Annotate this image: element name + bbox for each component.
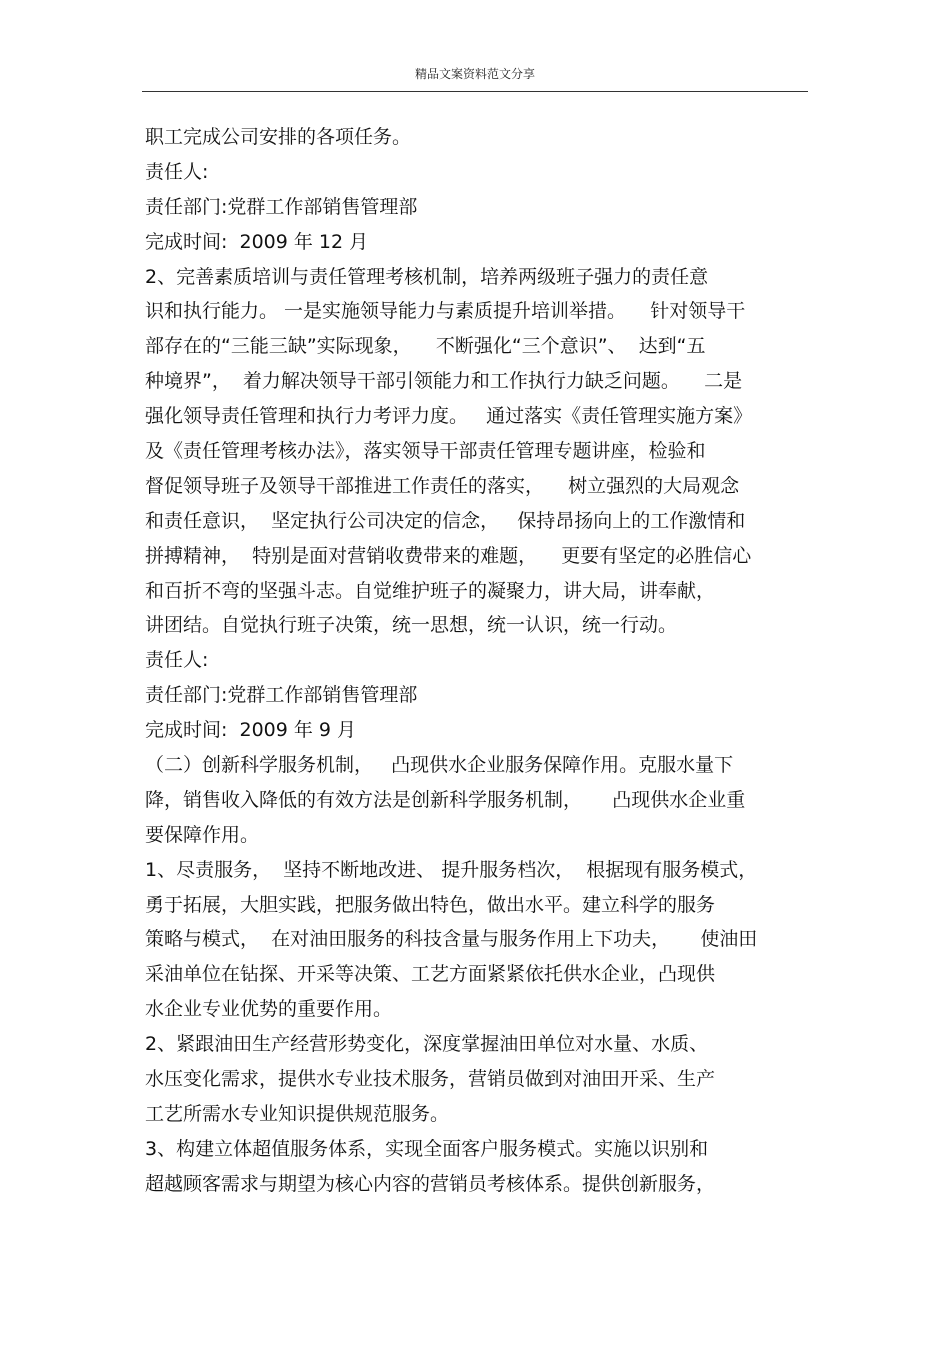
text-line: 完成时间: 2009 年 12 月 [145,230,369,253]
text-line: 种境界”， 着力解决领导干部引领能力和工作执行力缺乏问题。 二是 [145,370,743,393]
text-line: 要保障作用。 [145,823,260,846]
text-line: （二）创新科学服务机制， 凸现供水企业服务保障作用。克服水量下 [145,754,734,777]
text-line: 和责任意识， 坚定执行公司决定的信念， 保持昂扬向上的工作激情和 [145,509,746,532]
text-line: 拼搏精神， 特别是面对营销收费带来的难题， 更要有坚定的必胜信心 [145,544,752,567]
text-line: 和百折不弯的坚强斗志。自觉维护班子的凝聚力，讲大局，讲奉献， [145,579,716,602]
text-line: 责任部门:党群工作部销售管理部 [145,684,418,707]
text-line: 3、构建立体超值服务体系，实现全面客户服务模式。实施以识别和 [145,1137,709,1160]
text-line: 责任人: [145,649,209,672]
text-line: 工艺所需水专业知识提供规范服务。 [145,1102,450,1125]
page-header: 精品文案资料范文分享 [414,67,535,81]
text-line: 水企业专业优势的重要作用。 [145,998,393,1021]
text-line: 2、完善素质培训与责任管理考核机制，培养两级班子强力的责任意 [145,265,709,288]
text-line: 部存在的“三能三缺”实际现象， 不断强化“三个意识”、 达到“五 [145,335,706,358]
text-line: 督促领导班子及领导干部推进工作责任的落实， 树立强烈的大局观念 [145,474,740,497]
text-line: 强化领导责任管理和执行力考评力度。 通过落实《责任管理实施方案》 [145,405,753,428]
text-line: 超越顾客需求与期望为核心内容的营销员考核体系。提供创新服务， [145,1172,716,1195]
text-line: 1、尽责服务， 坚持不断地改进、 提升服务档次， 根据现有服务模式， [145,858,758,881]
text-line: 2、紧跟油田生产经营形势变化，深度掌握油田单位对水量、水质、 [145,1033,709,1056]
text-line: 完成时间: 2009 年 9 月 [145,719,357,742]
text-line: 讲团结。自觉执行班子决策，统一思想，统一认识，统一行动。 [145,614,678,637]
text-line: 策略与模式， 在对油田服务的科技含量与服务作用上下功夫， 使油田 [145,928,758,951]
text-line: 水压变化需求，提供水专业技术服务，营销员做到对油田开采、生产 [145,1068,716,1091]
text-line: 责任部门:党群工作部销售管理部 [145,195,418,218]
header-divider [142,91,808,92]
text-line: 及《责任管理考核办法》，落实领导干部责任管理专题讲座，检验和 [145,440,706,463]
text-line: 识和执行能力。 一是实施领导能力与素质提升培训举措。 针对领导干 [145,300,746,323]
text-line: 职工完成公司安排的各项任务。 [145,126,412,148]
document-body [145,120,815,1202]
text-line: 勇于拓展，大胆实践，把服务做出特色，做出水平。建立科学的服务 [145,893,716,916]
text-line: 降，销售收入降低的有效方法是创新科学服务机制， 凸现供水企业重 [145,788,746,811]
text-line: 采油单位在钻探、开采等决策、工艺方面紧紧依托供水企业，凸现供 [145,963,716,986]
text-line: 责任人: [145,160,209,183]
